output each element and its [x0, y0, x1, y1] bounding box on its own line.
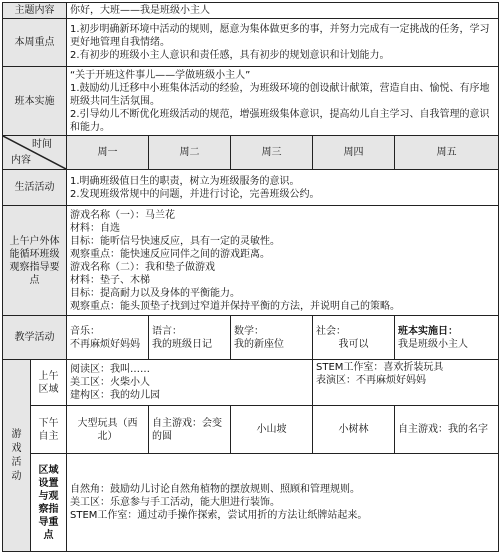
focus-content [67, 19, 499, 67]
outdoor-line: 观察重点：能头顶垫子找到过窄道并保持平衡的方法，并说明自己的策略。 [70, 300, 400, 312]
class-practice-item: “关于开班这件事儿——学做班级小主人” [70, 69, 251, 81]
life-item: 2.发现班级常规中的问题，并进行讨论，完善班级公约。 [70, 188, 320, 200]
pm-cell-text: 大型玩具（西北） [77, 417, 138, 442]
time-content-header [3, 136, 67, 170]
area-item: 表演区：不再麻烦好妈妈 [316, 375, 426, 386]
teaching-subject: 数学： [234, 325, 264, 337]
day-friday: 周五 [395, 136, 499, 170]
teaching-cell-friday [395, 316, 499, 360]
game-am-label-text: 上午区域 [38, 370, 59, 395]
area-item: STEM工作室：喜欢折装玩具 [316, 362, 444, 373]
day-wednesday: 周三 [231, 136, 313, 170]
header-content: 内容 [11, 155, 31, 166]
teaching-topic: 我的班级日记 [152, 338, 212, 350]
game-guide-label-text: 区域设置与观察指导重点 [38, 464, 59, 541]
area-item: 建构区：我的幼儿园 [70, 390, 160, 401]
pm-cell-monday [67, 406, 149, 454]
pm-cell-friday: 自主游戏：我的名字 [395, 406, 499, 454]
game-am-label [31, 360, 67, 406]
class-practice-label: 班本实施 [3, 67, 67, 136]
game-pm-label [31, 406, 67, 454]
focus-item: 2.有初步的班级小主人意识和责任感，具有初步的规划意识和计划能力。 [70, 50, 390, 61]
weekly-plan-table [2, 2, 499, 552]
focus-label: 本周重点 [3, 19, 67, 67]
area-item: 阅读区：我叫…… [70, 364, 150, 375]
outdoor-line: 目标：提高耐力以及身体的平衡能力。 [70, 287, 240, 299]
pm-cell-thursday: 小树林 [313, 406, 395, 454]
teaching-cell-thursday [313, 316, 395, 360]
guide-line: STEM工作室：通过动手操作探索，尝试用折的方法让纸牌站起来。 [70, 510, 368, 521]
teaching-subject: 社会： [316, 325, 346, 337]
theme-value: 你好，大班——我是班级小主人 [67, 3, 499, 19]
guide-line: 美工区：乐意参与手工活动，能大胆进行装饰。 [70, 497, 280, 508]
outdoor-line: 材料：自选 [70, 222, 120, 234]
life-content [67, 170, 499, 206]
teaching-cell-wednesday [231, 316, 313, 360]
teaching-cell-monday [67, 316, 149, 360]
teaching-subject: 音乐： [70, 325, 100, 337]
game-pm-label-text: 下午自主 [38, 417, 59, 442]
day-tuesday: 周二 [149, 136, 231, 170]
focus-item: 1.初步明确新环境中活动的规则，愿意为集体做更多的事，并努力完成有一定挑战的任务，学习更好地管理自我情绪。 [70, 24, 490, 48]
theme-label: 主题内容 [3, 3, 67, 19]
day-thursday: 周四 [313, 136, 395, 170]
pm-cell-tuesday: 自主游戏：会变的圆 [149, 406, 231, 454]
outdoor-line: 游戏名称（一）：马兰花 [70, 209, 175, 221]
life-item: 1.明确班级值日生的职责，树立为班级服务的意识。 [70, 175, 300, 187]
game-am-left [67, 360, 313, 406]
outdoor-line: 游戏名称（二）：我和垫子做游戏 [70, 261, 215, 273]
area-item: 美工区：火柴小人 [70, 377, 150, 388]
class-practice-item: 2.引导幼儿不断优化班级活动的规范，增强班级集体意识，提高幼儿自主学习、自我管理的意识和能力。 [70, 108, 490, 133]
game-label [3, 360, 31, 552]
class-practice-content [67, 67, 499, 136]
outdoor-content [67, 206, 499, 316]
class-practice-item: 1.鼓励幼儿迁移中小班集体活动的经验，为班级环境的创设献计献策，营造自由、愉悦、有序地班级共同生活氛围。 [70, 82, 490, 107]
teaching-topic: 我可以 [338, 338, 369, 350]
teaching-topic: 我是班级小主人 [398, 338, 468, 350]
day-monday: 周一 [67, 136, 149, 170]
outdoor-label: 上午户外体能循环班级观察指导要点 [3, 206, 67, 316]
outdoor-line: 材料：垫子、木梯 [70, 274, 150, 286]
teaching-cell-tuesday [149, 316, 231, 360]
teaching-label: 教学活动 [3, 316, 67, 360]
game-am-right [313, 360, 499, 406]
teaching-subject: 班本实施日： [398, 325, 458, 337]
pm-cell-wednesday: 小山坡 [231, 406, 313, 454]
teaching-topic: 我的新座位 [234, 338, 284, 350]
teaching-subject: 语言： [152, 325, 182, 337]
teaching-topic: 不再麻烦好妈妈 [70, 338, 140, 350]
life-label: 生活活动 [3, 170, 67, 206]
guide-line: 自然角：鼓励幼儿讨论自然角植物的摆放规则、照顾和管理规则。 [70, 484, 360, 495]
game-guide-label [31, 454, 67, 552]
game-label-text: 游戏活动 [11, 428, 22, 482]
outdoor-line: 目标：能听信号快速反应，具有一定的灵敏性。 [70, 235, 280, 247]
header-time: 时间 [32, 139, 52, 150]
game-guide-content [67, 454, 499, 552]
outdoor-line: 观察重点：能快速反应同伴之间的游戏距离。 [70, 248, 270, 260]
